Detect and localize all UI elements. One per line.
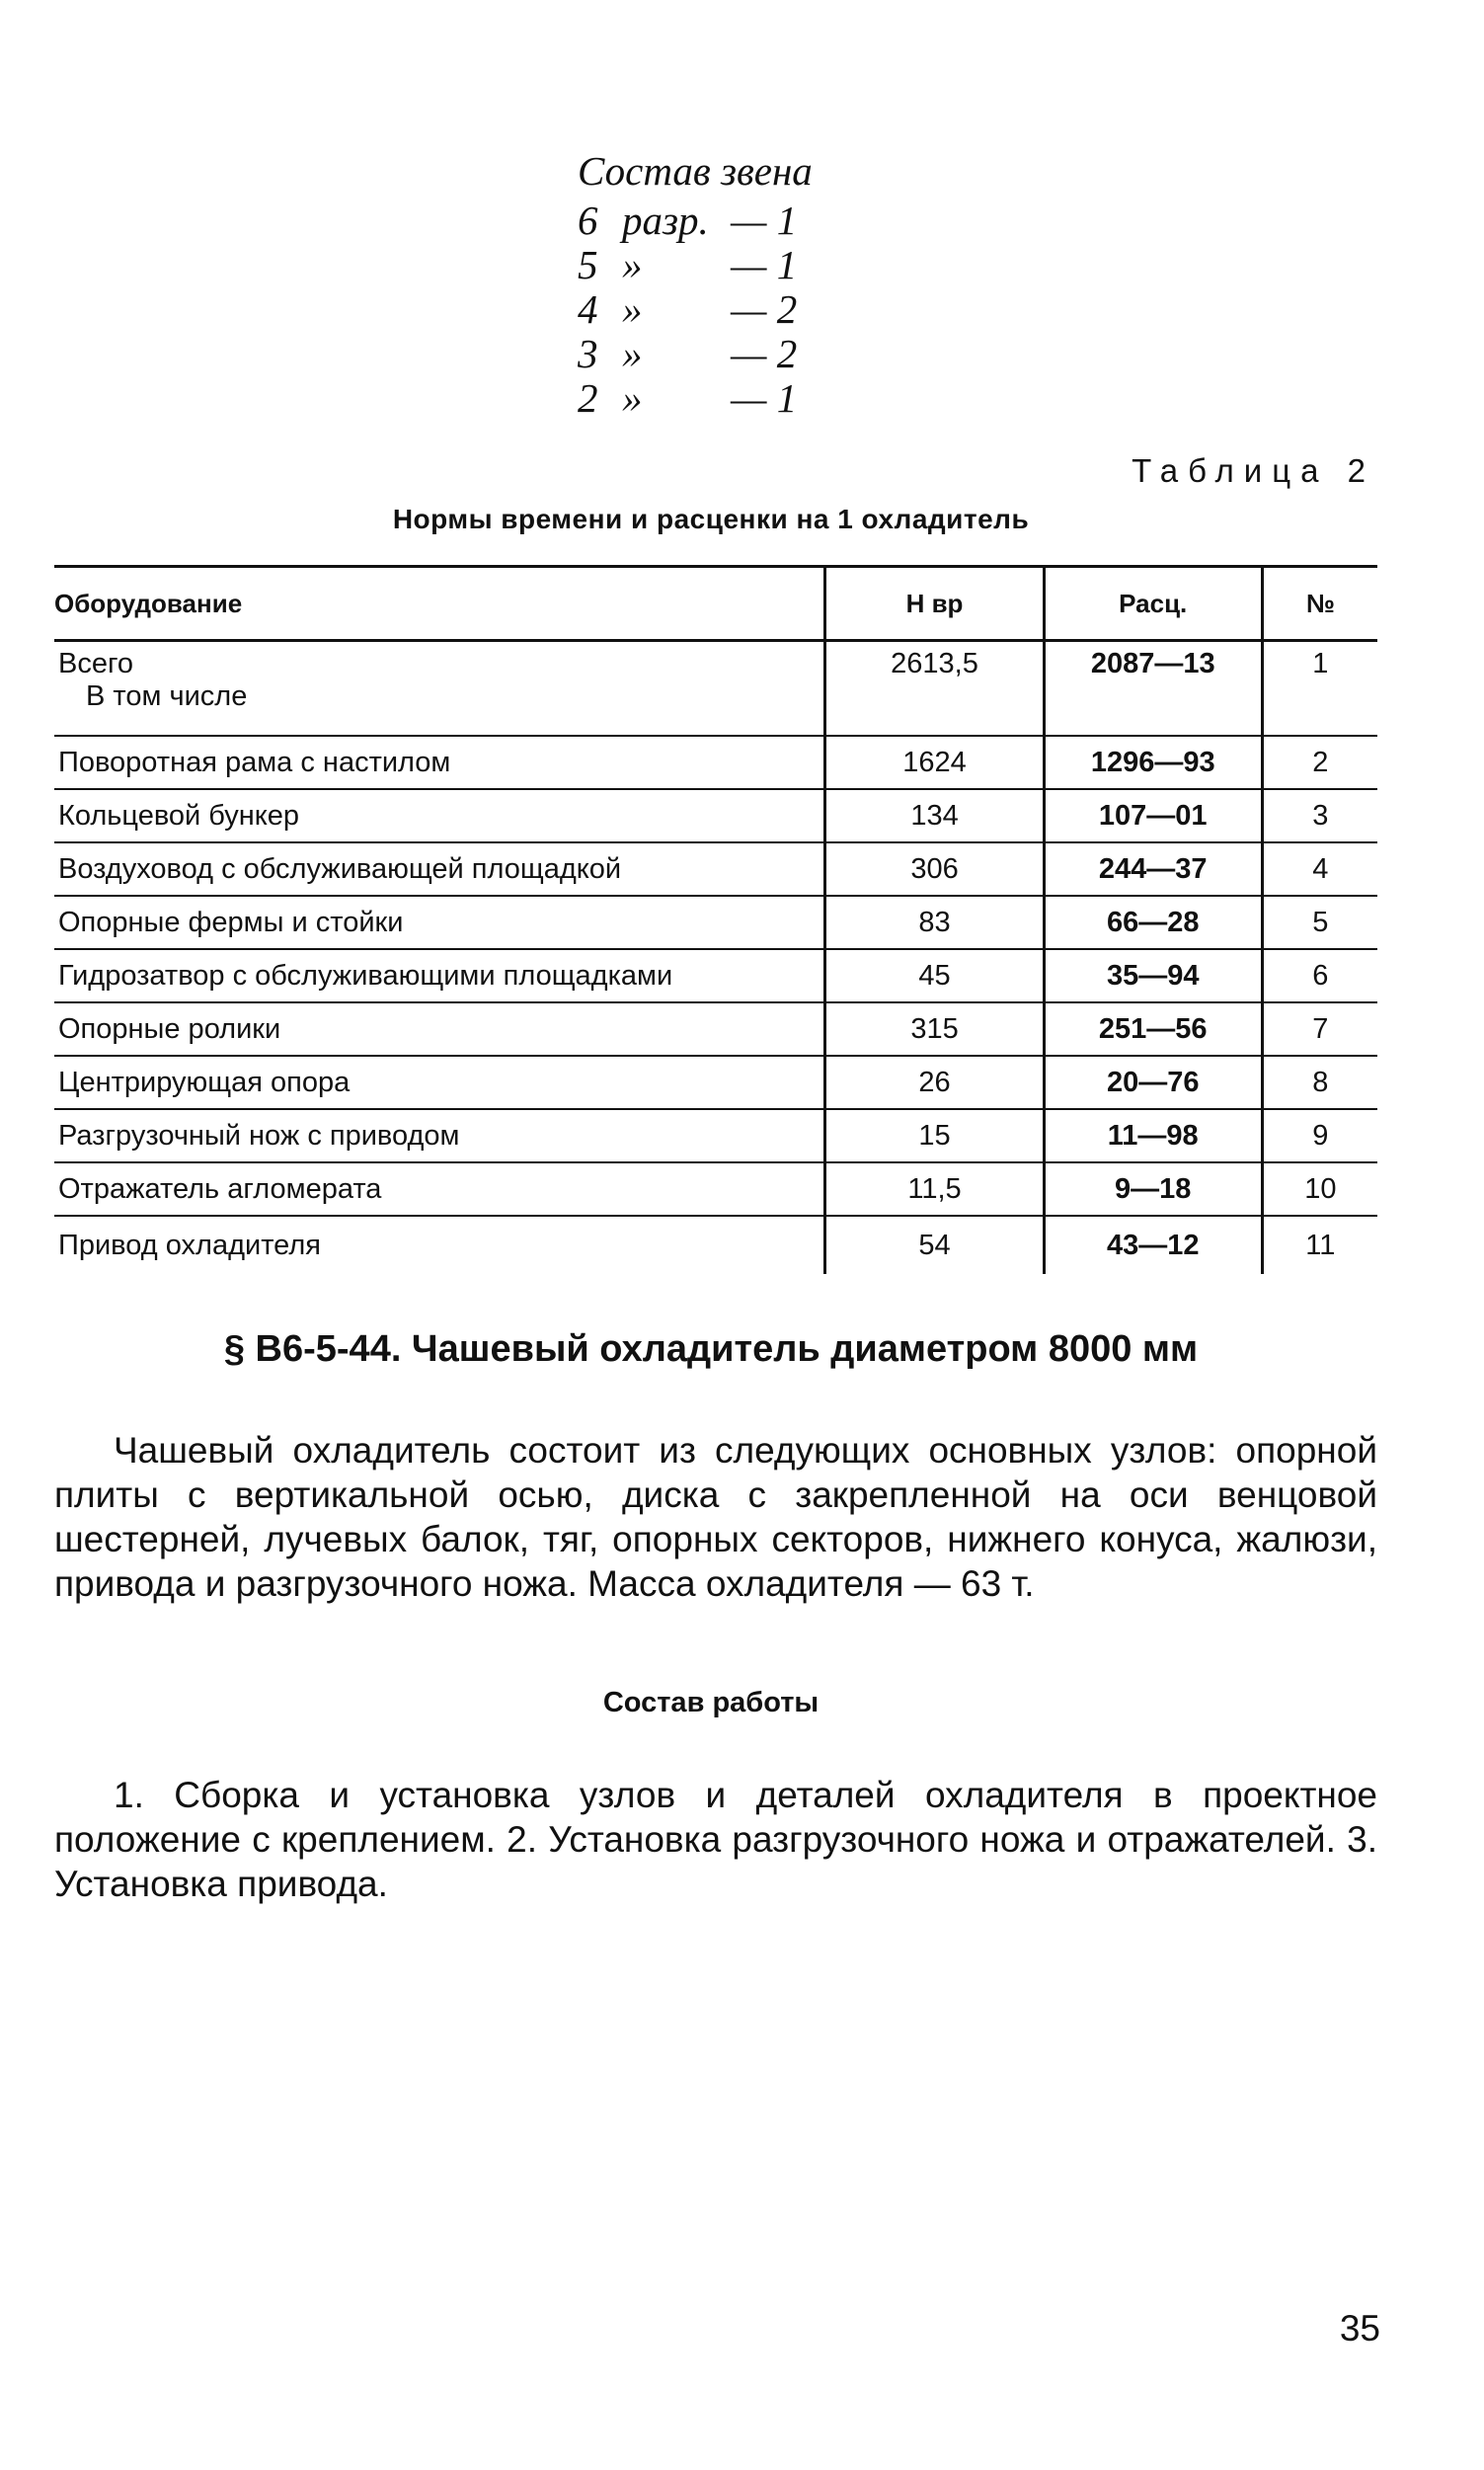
section-heading: § В6-5-44. Чашевый охладитель диаметром 8000 мм [223,1328,1199,1370]
cell-no: 9 [1262,1109,1377,1162]
header-equipment: Оборудование [54,567,825,641]
equipment-name: Отражатель агломерата [58,1172,382,1205]
cell-price: 20—76 [1044,1056,1262,1109]
cell-no: 10 [1262,1162,1377,1216]
crew-grade: 6 [578,198,598,243]
cell-price: 107—01 [1044,789,1262,842]
equipment-name: Опорные фермы и стойки [58,906,404,938]
crew-grade: 4 [578,286,598,332]
crew-row [578,331,813,375]
table-header-row [54,567,1377,641]
crew-grade: 5 [578,242,598,287]
cell-price: 251—56 [1044,1002,1262,1056]
cell-equipment [54,949,825,1002]
cell-nvr: 26 [825,1056,1045,1109]
crew-grade: 3 [578,331,598,376]
crew-composition [578,148,813,420]
cell-no: 1 [1262,641,1377,737]
description-paragraph: Чашевый охладитель состоит из следующих основных узлов: опорной плиты с вертикальной осью, диска с закрепленной на оси венцовой шестерней, лучевых балок, тяг, опорных секторов, нижнего конуса, жалюзи, привода и разгрузочного ножа. Масса охладителя — 63 т. [54,1430,1377,1604]
cell-no: 5 [1262,896,1377,949]
norms-table [54,565,1377,1274]
cell-equipment [54,896,825,949]
cell-equipment [54,1109,825,1162]
header-no: № [1262,567,1377,641]
cell-equipment [54,641,825,737]
crew-unit: разр. [622,198,709,243]
cell-nvr: 11,5 [825,1162,1045,1216]
cell-nvr: 315 [825,1002,1045,1056]
cell-price: 2087—13 [1044,641,1262,737]
table-row [54,896,1377,949]
page-number: 35 [1339,2308,1380,2349]
cell-no: 11 [1262,1216,1377,1274]
cell-nvr: 54 [825,1216,1045,1274]
equipment-name: Привод охладителя [58,1229,321,1261]
table-row [54,1056,1377,1109]
equipment-name: Центрирующая опора [58,1066,351,1098]
cell-nvr: 1624 [825,736,1045,789]
cell-price: 35—94 [1044,949,1262,1002]
crew-list [578,198,813,420]
crew-count: — 2 [731,286,798,332]
table-row [54,949,1377,1002]
table-row [54,736,1377,789]
table-body [54,641,1377,1275]
crew-unit: » [622,242,643,287]
cell-no: 6 [1262,949,1377,1002]
crew-grade: 2 [578,375,598,421]
equipment-name: Разгрузочный нож с приводом [58,1119,460,1152]
crew-unit: » [622,331,643,376]
cell-equipment [54,842,825,896]
cell-price: 244—37 [1044,842,1262,896]
crew-row [578,375,813,420]
cell-nvr: 45 [825,949,1045,1002]
table-row [54,1162,1377,1216]
equipment-subtitle: В том числе [86,680,248,712]
cell-equipment [54,736,825,789]
cell-equipment [54,1216,825,1274]
crew-title: Состав звена [578,148,813,194]
table-row [54,1109,1377,1162]
cell-price: 11—98 [1044,1109,1262,1162]
equipment-name: Воздуховод с обслуживающей площадкой [58,852,622,885]
cell-equipment [54,1162,825,1216]
equipment-name: Опорные ролики [58,1012,281,1045]
cell-nvr: 83 [825,896,1045,949]
table-row [54,842,1377,896]
table-row [54,1002,1377,1056]
cell-equipment [54,1002,825,1056]
cell-no: 3 [1262,789,1377,842]
cell-nvr: 2613,5 [825,641,1045,737]
equipment-name: Гидрозатвор с обслуживающими площадками [58,959,673,992]
work-paragraph: 1. Сборка и установка узлов и деталей охладителя в проектное положение с креплением. 2. Установка разгрузочного ножа и отражателей. 3. Установка привода. [54,1775,1377,1904]
cell-equipment [54,1056,825,1109]
cell-price: 9—18 [1044,1162,1262,1216]
equipment-name: Кольцевой бункер [58,799,300,832]
equipment-name: Всего [58,648,134,679]
cell-price: 66—28 [1044,896,1262,949]
crew-count: — 2 [731,331,798,376]
cell-nvr: 15 [825,1109,1045,1162]
cell-no: 2 [1262,736,1377,789]
cell-no: 4 [1262,842,1377,896]
table-title: Нормы времени и расценки на 1 охладитель [392,504,1030,534]
crew-unit: » [622,375,643,421]
header-price: Расц. [1044,567,1262,641]
crew-unit: » [622,286,643,332]
cell-equipment [54,789,825,842]
cell-nvr: 134 [825,789,1045,842]
crew-count: — 1 [731,198,798,243]
equipment-name: Поворотная рама с настилом [58,746,451,778]
cell-no: 7 [1262,1002,1377,1056]
crew-count: — 1 [731,242,798,287]
header-nvr: Н вр [825,567,1045,641]
cell-price: 43—12 [1044,1216,1262,1274]
cell-price: 1296—93 [1044,736,1262,789]
crew-row [578,286,813,331]
table-row [54,641,1377,737]
table-row [54,1216,1377,1274]
crew-count: — 1 [731,375,798,421]
cell-nvr: 306 [825,842,1045,896]
crew-row [578,198,813,242]
work-title: Состав работы [602,1687,820,1718]
table-label: Таблица 2 [1132,452,1375,489]
cell-no: 8 [1262,1056,1377,1109]
crew-row [578,242,813,286]
table-row [54,789,1377,842]
